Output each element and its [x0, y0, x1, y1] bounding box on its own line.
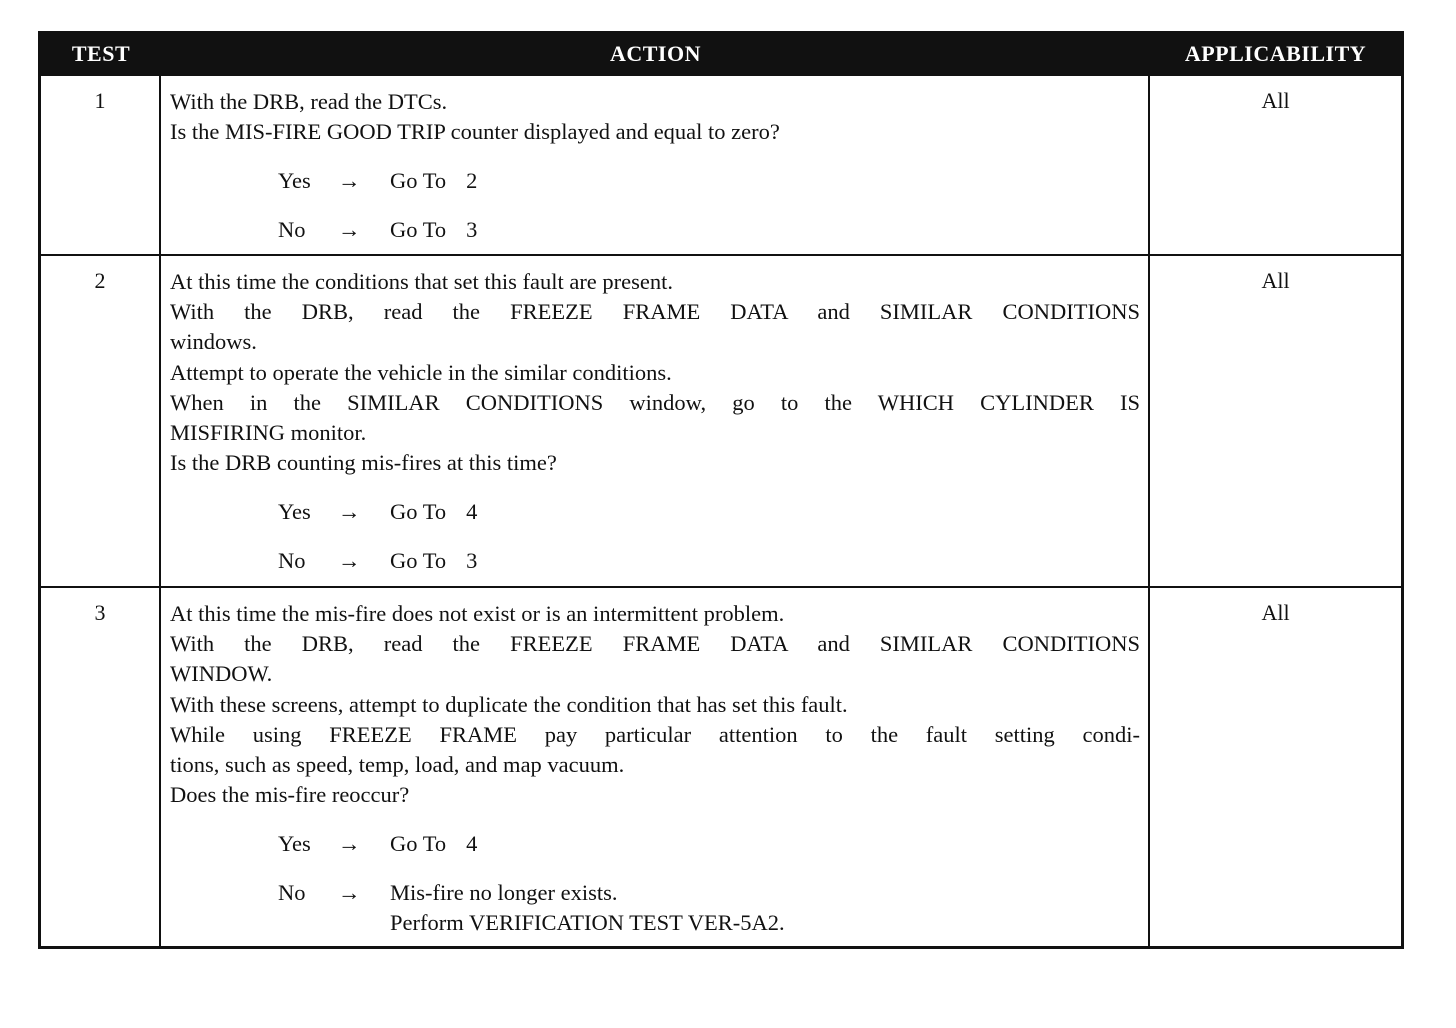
- header-action: ACTION: [609, 41, 701, 66]
- table-row: [41, 586, 1401, 946]
- arrow-right-icon: →: [338, 499, 361, 525]
- branch-answer: No: [278, 548, 306, 574]
- branch-target: 3: [466, 217, 478, 243]
- applicability-value: All: [1261, 268, 1290, 293]
- action-cell: [161, 588, 1150, 946]
- action-line: WINDOW.: [170, 661, 273, 687]
- action-line: Is the DRB counting mis-fires at this time?: [170, 450, 557, 476]
- arrow-right-icon: →: [338, 548, 361, 574]
- branch-goto: Go To: [390, 831, 447, 857]
- action-line: With the DRB, read the FREEZE FRAME DATA and SIMILAR CONDITIONS: [170, 631, 1140, 657]
- branch-result: [390, 878, 785, 938]
- applicability-value: All: [1261, 88, 1290, 113]
- action-line: At this time the conditions that set this fault are present.: [170, 269, 674, 294]
- branch-result-line: Perform VERIFICATION TEST VER-5A2.: [390, 910, 785, 936]
- diagnostic-test-table: [38, 31, 1404, 949]
- action-line: When in the SIMILAR CONDITIONS window, go to the WHICH CYLINDER IS: [170, 389, 1140, 415]
- branch-goto: Go To: [390, 217, 447, 243]
- branch-target: 2: [466, 168, 478, 194]
- table-row: [41, 74, 1401, 254]
- action-line: With these screens, attempt to duplicate the condition that has set this fault.: [170, 691, 848, 717]
- action-line: Attempt to operate the vehicle in the similar conditions.: [170, 359, 672, 385]
- branch-answer: Yes: [278, 499, 311, 525]
- table-header-row: [41, 34, 1401, 74]
- test-number: 2: [41, 256, 161, 586]
- branch-answer: No: [278, 217, 306, 243]
- branch-goto: Go To: [390, 168, 447, 194]
- action-line: MISFIRING monitor.: [170, 420, 367, 446]
- branch-goto: Go To: [390, 548, 447, 574]
- action-line: At this time the mis-fire does not exist or is an intermittent problem.: [170, 601, 785, 626]
- arrow-right-icon: →: [338, 880, 361, 906]
- branch-no: [278, 546, 1140, 576]
- branch-yes: [278, 166, 1140, 196]
- branch-target: 3: [466, 548, 478, 574]
- branch-no: [278, 215, 1140, 245]
- action-line: tions, such as speed, temp, load, and map vacuum.: [170, 752, 625, 778]
- branch-answer: Yes: [278, 831, 311, 857]
- action-line: With the DRB, read the FREEZE FRAME DATA and SIMILAR CONDITIONS: [170, 299, 1140, 325]
- branch-target: 4: [466, 831, 478, 857]
- branch-result-line: Mis-fire no longer exists.: [390, 880, 618, 906]
- action-line: windows.: [170, 329, 257, 355]
- action-cell: [161, 76, 1150, 254]
- action-line: With the DRB, read the DTCs.: [170, 89, 448, 114]
- header-test: TEST: [71, 41, 131, 66]
- action-cell: [161, 256, 1150, 586]
- test-number: 1: [41, 76, 161, 254]
- test-number: 3: [41, 588, 161, 946]
- header-applicability: APPLICABILITY: [1184, 41, 1367, 66]
- branch-answer: Yes: [278, 168, 311, 194]
- branch-goto: Go To: [390, 499, 447, 525]
- arrow-right-icon: →: [338, 168, 361, 194]
- branch-no: [278, 878, 1140, 938]
- table-row: [41, 254, 1401, 586]
- branch-yes: [278, 497, 1140, 527]
- arrow-right-icon: →: [338, 831, 361, 857]
- action-line: Is the MIS-FIRE GOOD TRIP counter displayed and equal to zero?: [170, 119, 780, 145]
- action-line: Does the mis-fire reoccur?: [170, 782, 410, 808]
- applicability-value: All: [1261, 600, 1290, 625]
- branch-target: 4: [466, 499, 478, 525]
- action-line: While using FREEZE FRAME pay particular attention to the fault setting condi-: [170, 721, 1140, 747]
- branch-yes: [278, 829, 1140, 859]
- arrow-right-icon: →: [338, 217, 361, 243]
- branch-answer: No: [278, 880, 306, 906]
